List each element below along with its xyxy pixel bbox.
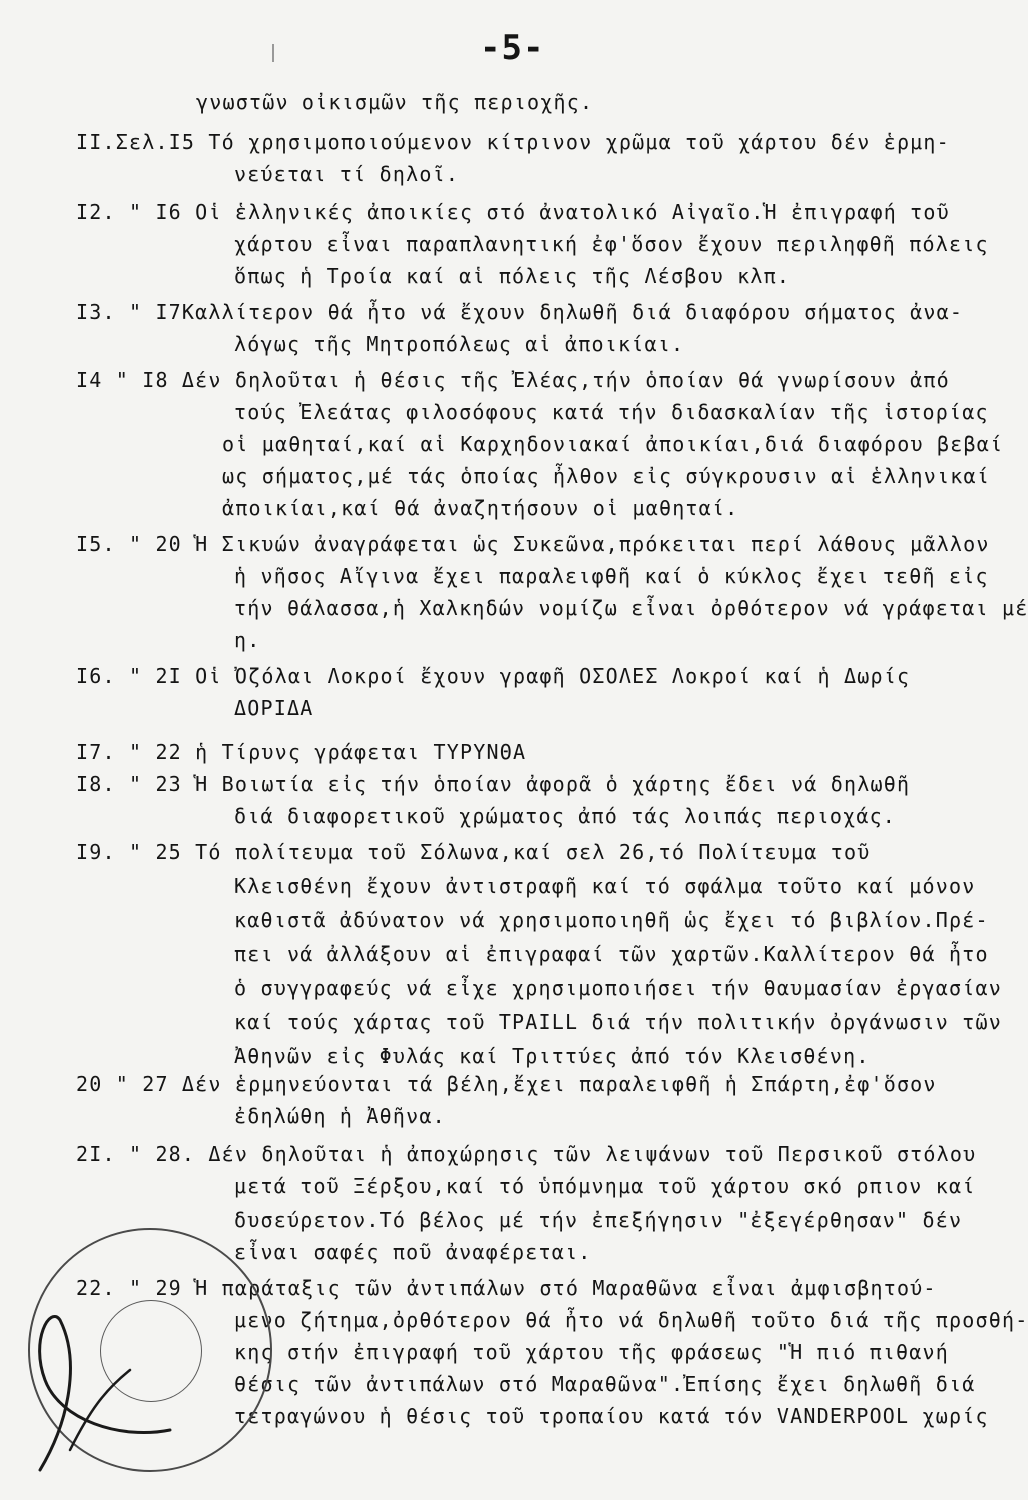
text-line: καί τούς χάρτας τοῦ TPAILL διά τήν πολιτικήν ὀργάνωσιν τῶν (234, 1010, 1002, 1034)
text-line: θέσις τῶν ἀντιπάλων στό Μαραθῶνα".Ἐπίσης ἔχει δηλωθῆ διά (234, 1372, 976, 1396)
text-line: I9. " 25 Τό πολίτευμα τοῦ Σόλωνα,καί σελ 26,τό Πολίτευμα τοῦ (76, 840, 871, 864)
text-line: ΔΟΡΙΔΑ (234, 696, 314, 720)
pen-mark (272, 44, 274, 62)
text-line: εἶναι σαφές ποῦ ἀναφέρεται. (234, 1240, 592, 1264)
text-line: τήν θάλασσα,ἡ Χαλκηδών νομίζω εἶναι ὀρθότερον νά γράφεται μέ (234, 596, 1028, 620)
text-line: II.Σελ.I5 Τό χρησιμοποιούμενον κίτρινον χρῶμα τοῦ χάρτου δέν ἑρμη- (76, 130, 950, 154)
text-line: κης στήν ἐπιγραφή τοῦ χάρτου τῆς φράσεως "Ἡ πιό πιθανή (234, 1340, 950, 1364)
text-line: I3. " I7Καλλίτερον θά ἦτο νά ἔχουν δηλωθῆ διά διαφόρου σήματος ἀνα- (76, 300, 964, 324)
text-line: I7. " 22 ἡ Τίρυνς γράφεται ΤΥΡΥΝΘΑ (76, 740, 527, 764)
text-line: δυσεύρετον.Τό βέλος μέ τήν ἐπεξήγησιν "ἐξεγέρθησαν" δέν (234, 1208, 963, 1232)
signature (10, 1300, 180, 1480)
text-line: οἱ μαθηταί,καί αἱ Καρχηδονιακαί ἀποικίαι,διά διαφόρου βεβαί (222, 432, 1004, 456)
text-line: καθιστᾶ ἀδύνατον νά χρησιμοποιηθῆ ὡς ἔχει τό βιβλίον.Πρέ- (234, 908, 989, 932)
text-line: χάρτου εἶναι παραπλανητική ἐφ'ὅσον ἔχουν περιληφθῆ πόλεις (234, 232, 989, 256)
text-line: I6. " 2I Οἱ Ὀζόλαι Λοκροί ἔχουν γραφῆ ΟΣΟΛΕΣ Λοκροί καί ἡ Δωρίς (76, 664, 911, 688)
text-line: I2. " I6 Οἱ ἑλληνικές ἀποικίες στό ἀνατολικό Αἰγαῖο.Ἡ ἐπιγραφή τοῦ (76, 200, 950, 224)
text-line: ως σήματος,μέ τάς ὁποίας ἦλθον εἰς σύγκρουσιν αἱ ἑλληνικαί (222, 464, 990, 488)
text-line: I8. " 23 Ἡ Βοιωτία εἰς τήν ὁποίαν ἀφορᾶ ὁ χάρτης ἔδει νά δηλωθῆ (76, 772, 911, 796)
text-line: γνωστῶν οἰκισμῶν τῆς περιοχῆς. (196, 90, 594, 114)
text-line: ἡ νῆσος Αἴγινα ἔχει παραλειφθῆ καί ὁ κύκλος ἔχει τεθῆ εἰς (234, 564, 989, 588)
text-line: η. (234, 628, 261, 652)
text-line: 22. " 29 Ἡ παράταξις τῶν ἀντιπάλων στό Μαραθῶνα εἶναι ἀμφισβητού- (76, 1276, 937, 1300)
text-line: πει νά ἀλλάξουν αἱ ἐπιγραφαί τῶν χαρτῶν.Καλλίτερον θά ἦτο (234, 942, 989, 966)
page-number: -5- (480, 28, 545, 68)
text-line: λόγως τῆς Μητροπόλεως αἱ ἀποικίαι. (234, 332, 685, 356)
text-line: Κλεισθένη ἔχουν ἀντιστραφῆ καί τό σφάλμα τοῦτο καί μόνον (234, 874, 976, 898)
text-line: νεύεται τί δηλοῖ. (234, 162, 460, 186)
text-line: 20 " 27 Δέν ἑρμηνεύονται τά βέλη,ἔχει παραλειφθῆ ἡ Σπάρτη,ἐφ'ὅσον (76, 1072, 937, 1096)
text-line: ὁ συγγραφεύς νά εἶχε χρησιμοποιήσει τήν θαυμασίαν ἐργασίαν (234, 976, 1002, 1000)
text-line: ἐδηλώθη ἡ Ἀθῆνα. (234, 1104, 446, 1128)
text-line: μενο ζήτημα,ὀρθότερον θά ἦτο νά δηλωθῆ τοῦτο διά τῆς προσθή- (234, 1308, 1028, 1332)
text-line: I4 " I8 Δέν δηλοῦται ἡ θέσις τῆς Ἐλέας,τήν ὁποίαν θά γνωρίσουν ἀπό (76, 368, 950, 392)
text-line: Ἀθηνῶν εἰς Φυλάς καί Τριττύες ἀπό τόν Κλεισθένη. (234, 1044, 870, 1068)
text-line: 2I. " 28. Δέν δηλοῦται ἡ ἀποχώρησις τῶν λειψάνων τοῦ Περσικοῦ στόλου (76, 1142, 977, 1166)
text-line: ἀποικίαι,καί θά ἀναζητήσουν οἱ μαθηταί. (222, 496, 739, 520)
text-line: διά διαφορετικοῦ χρώματος ἀπό τάς λοιπάς περιοχάς. (234, 804, 897, 828)
text-line: I5. " 20 Ἡ Σικυών ἀναγράφεται ὡς Συκεῶνα,πρόκειται περί λάθους μᾶλλον (76, 532, 990, 556)
text-line: τετραγώνου ἡ θέσις τοῦ τροπαίου κατά τόν VANDERPOOL χωρίς (234, 1404, 989, 1428)
text-line: τούς Ἐλεάτας φιλοσόφους κατά τήν διδασκαλίαν τῆς ἱστορίας (234, 400, 989, 424)
text-line: ὅπως ἡ Τροία καί αἱ πόλεις τῆς Λέσβου κλπ. (234, 264, 791, 288)
text-line: μετά τοῦ Ξέρξου,καί τό ὑπόμνημα τοῦ χάρτου σκό ρπιον καί (234, 1174, 976, 1198)
